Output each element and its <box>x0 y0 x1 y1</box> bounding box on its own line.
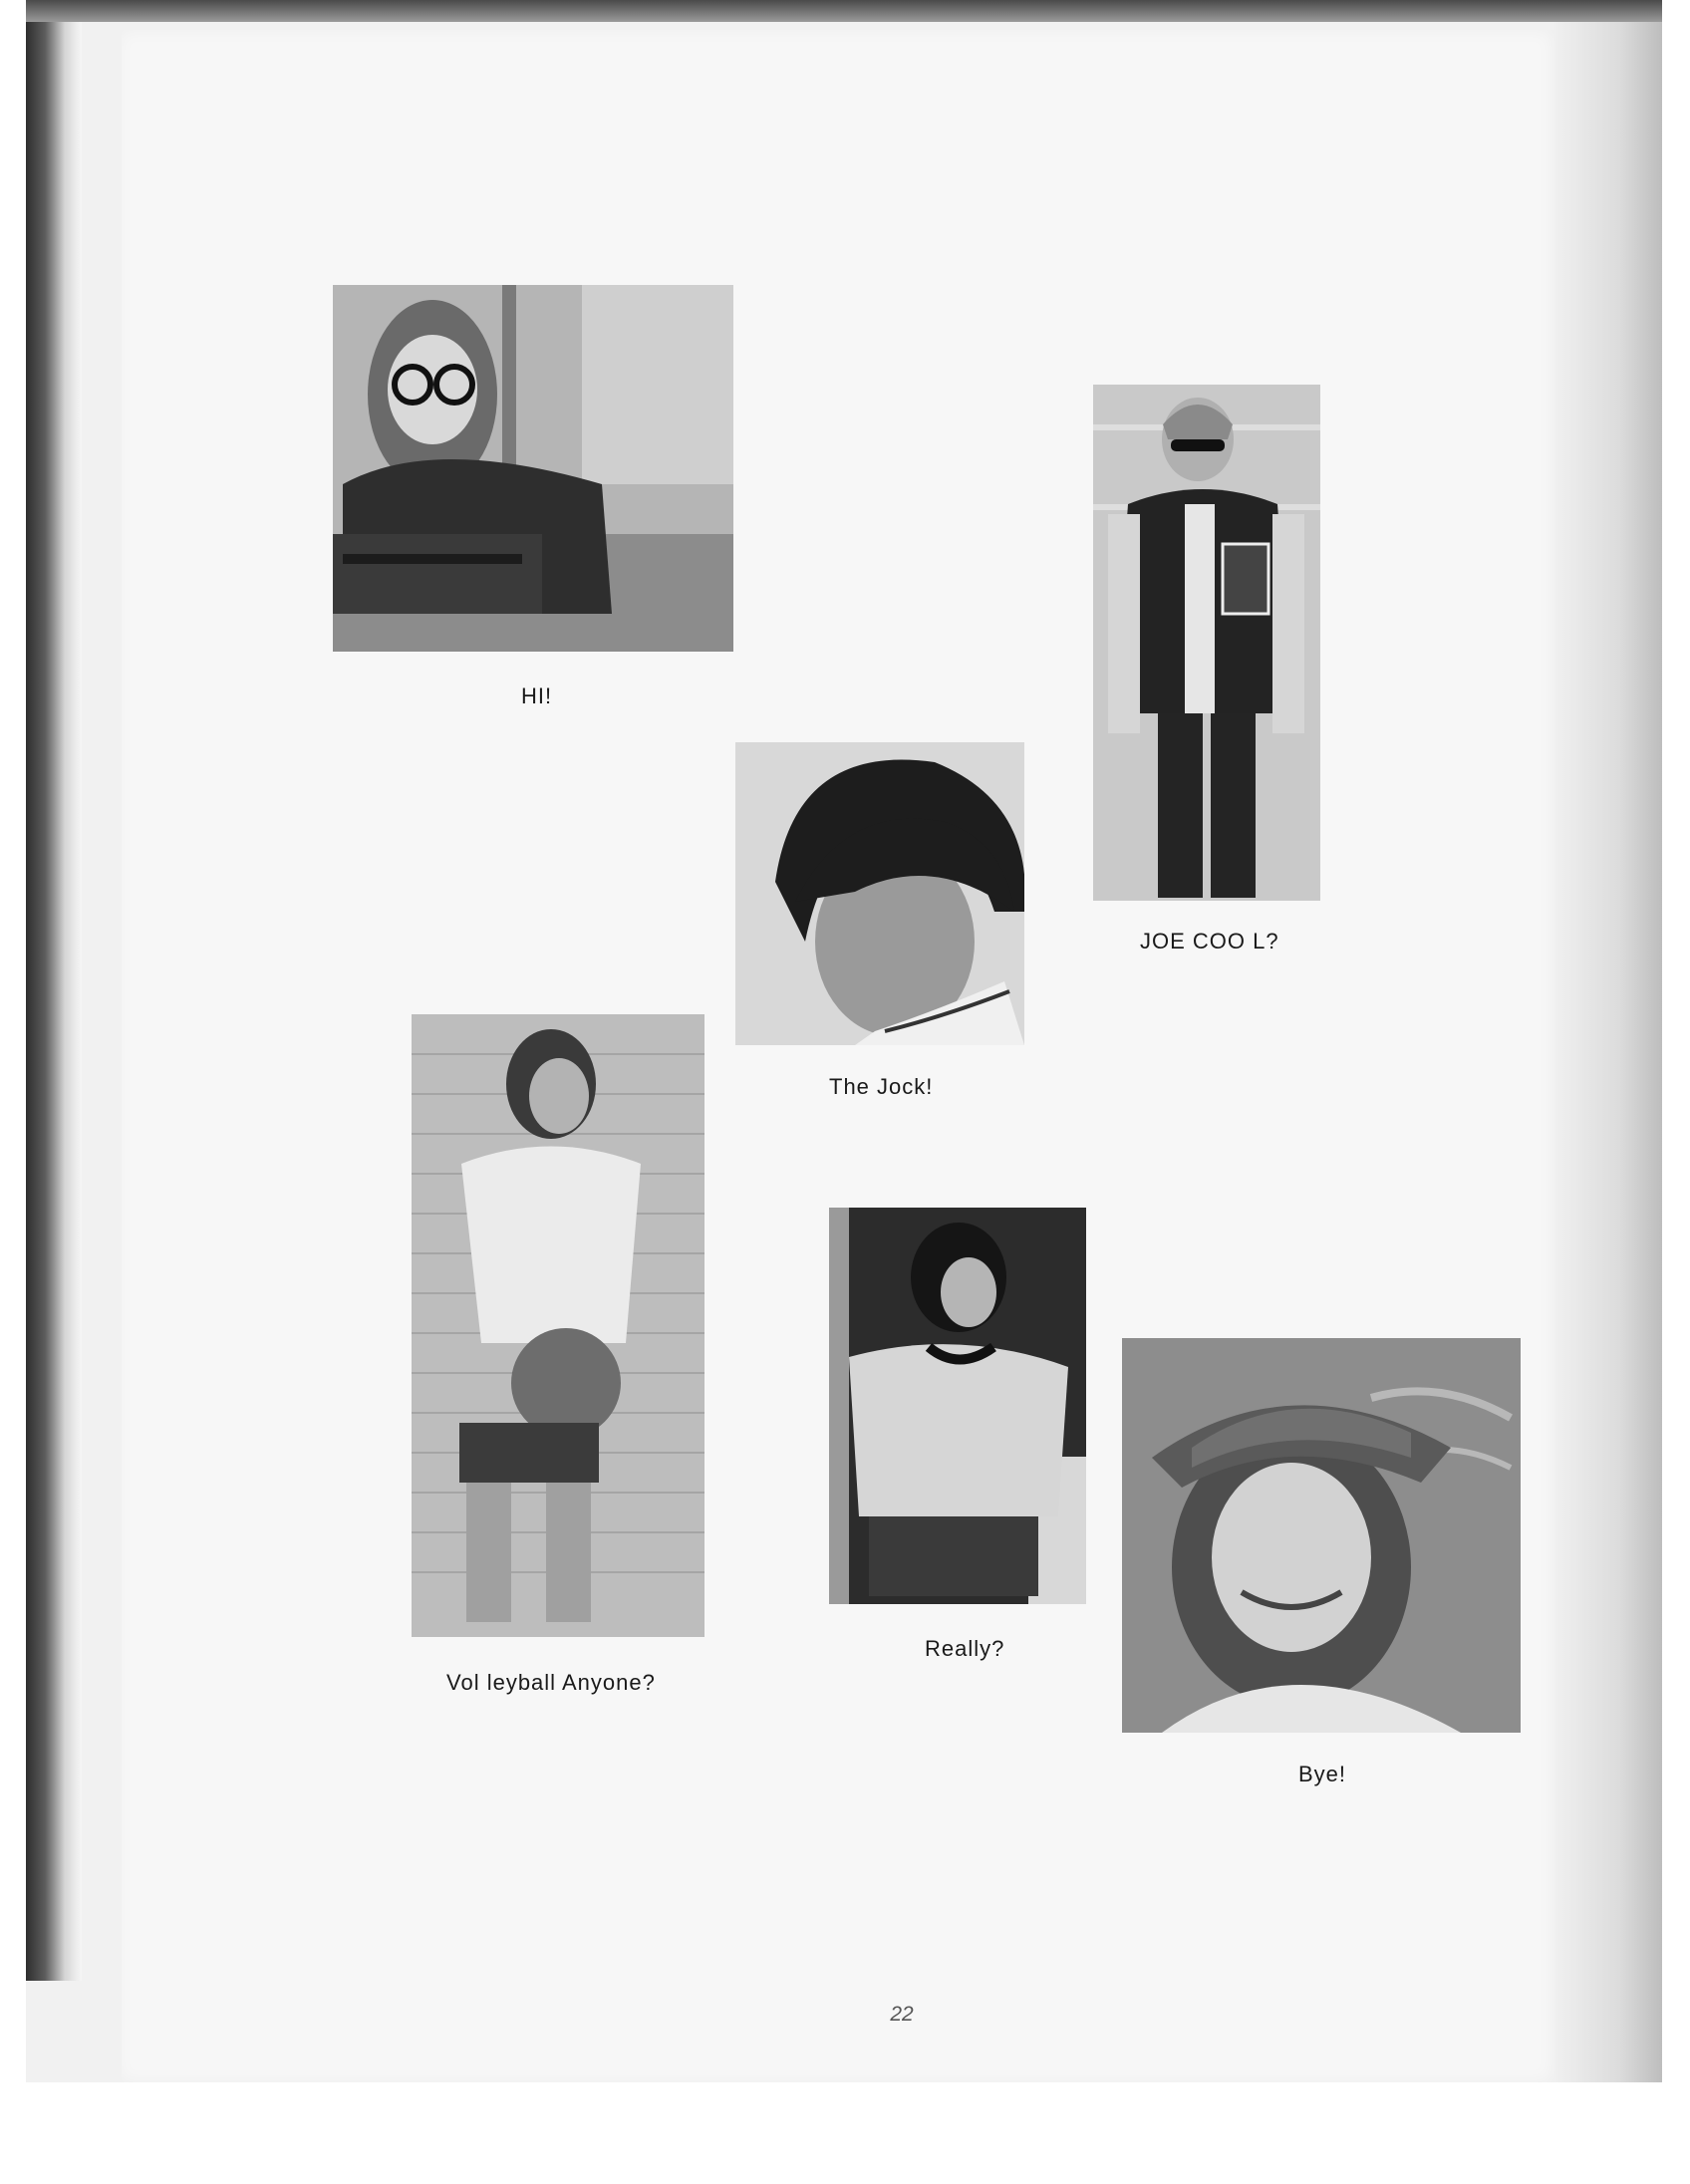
boy-in-letter-jacket-photo <box>1093 385 1320 901</box>
girl-with-volleyball-photo <box>412 1014 704 1637</box>
caption-bye: Bye! <box>1298 1762 1347 1786</box>
girl-with-hat-photo <box>1122 1338 1521 1733</box>
caption-the-jock: The Jock! <box>829 1074 934 1099</box>
scan-top-edge <box>26 0 1662 22</box>
girl-with-typewriter-photo <box>333 285 733 652</box>
page-number: 22 <box>890 2003 914 2026</box>
caption-joe-cool: JOE COO L? <box>1140 929 1279 954</box>
caption-hi: HI! <box>521 683 553 708</box>
page-right-shadow <box>1554 22 1662 2082</box>
book-binding-edge <box>26 22 82 1981</box>
boy-bowl-haircut-photo <box>735 742 1024 1045</box>
caption-volleyball-anyone: Vol leyball Anyone? <box>446 1670 656 1695</box>
caption-really: Really? <box>925 1636 1005 1661</box>
girl-seated-photo <box>829 1208 1086 1604</box>
